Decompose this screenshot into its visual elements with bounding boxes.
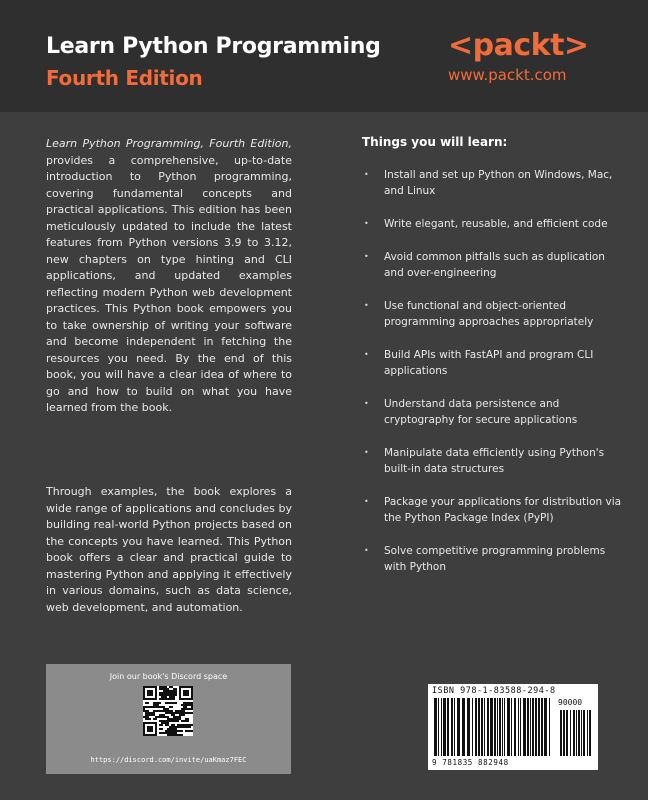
discord-label: Join our book's Discord space (109, 672, 228, 681)
learn-item: • Avoid common pitfalls such as duplication and over-engineering (362, 249, 622, 281)
barcode-bars (432, 698, 594, 758)
discord-box (46, 664, 291, 774)
learn-item: • Manipulate data efficiently using Python's built-in data structures (362, 445, 622, 477)
qr-code[interactable] (143, 686, 193, 736)
learn-item: • Understand data persistence and cryptography for secure applications (362, 396, 622, 428)
book-edition: Fourth Edition (46, 66, 203, 90)
price-addon: 90000 (558, 698, 583, 707)
description-paragraph-2: Through examples, the book explores a wide range of applications and concludes by building real-world Python projects based on the concepts you have learned. This Python book offers a clear and practical guide to mastering Python and applying it effectively in various domains, such as data science, web development, and automation. (46, 485, 292, 614)
learn-item: • Build APIs with FastAPI and program CLI applications (362, 347, 622, 379)
isbn-text: ISBN 978-1-83588-294-8 (432, 686, 556, 696)
barcode-digits: 9 781835 882948 (432, 758, 509, 767)
description-lead: Learn Python Programming, Fourth Edition, (46, 137, 292, 150)
publisher-logo: <packt> (448, 28, 589, 63)
learn-item: • Write elegant, reusable, and efficient code (362, 216, 622, 232)
description-body: provides a comprehensive, up-to-date introduction to Python programming, covering fundamental concepts and practical applications. This edition has been meticulously updated to include the latest features from Python versions 3.9 to 3.12, new chapters on type hinting and CLI applications, and updated examples reflecting modern Python web development practices. This Python book empowers you to take ownership of writing your software and become independent in fetching the resources you need. By the end of this book, you will have a clear idea of where to go and how to build on what you have learned from the book. (46, 153, 292, 414)
learn-list (362, 167, 622, 592)
learn-item: • Install and set up Python on Windows, Mac, and Linux (362, 167, 622, 199)
learn-item: • Solve competitive programming problems with Python (362, 543, 622, 575)
barcode-box (428, 684, 598, 770)
book-title: Learn Python Programming (46, 34, 381, 59)
learn-item: • Package your applications for distribution via the Python Package Index (PyPI) (362, 494, 622, 526)
discord-url[interactable]: https://discord.com/invite/uaKmaz7FEC (90, 756, 247, 764)
description-paragraph-1 (46, 136, 292, 417)
header-band (0, 0, 648, 112)
learn-item: • Use functional and object-oriented programming approaches appropriately (362, 298, 622, 330)
publisher-url[interactable]: www.packt.com (448, 66, 567, 84)
learn-heading: Things you will learn: (362, 135, 508, 149)
